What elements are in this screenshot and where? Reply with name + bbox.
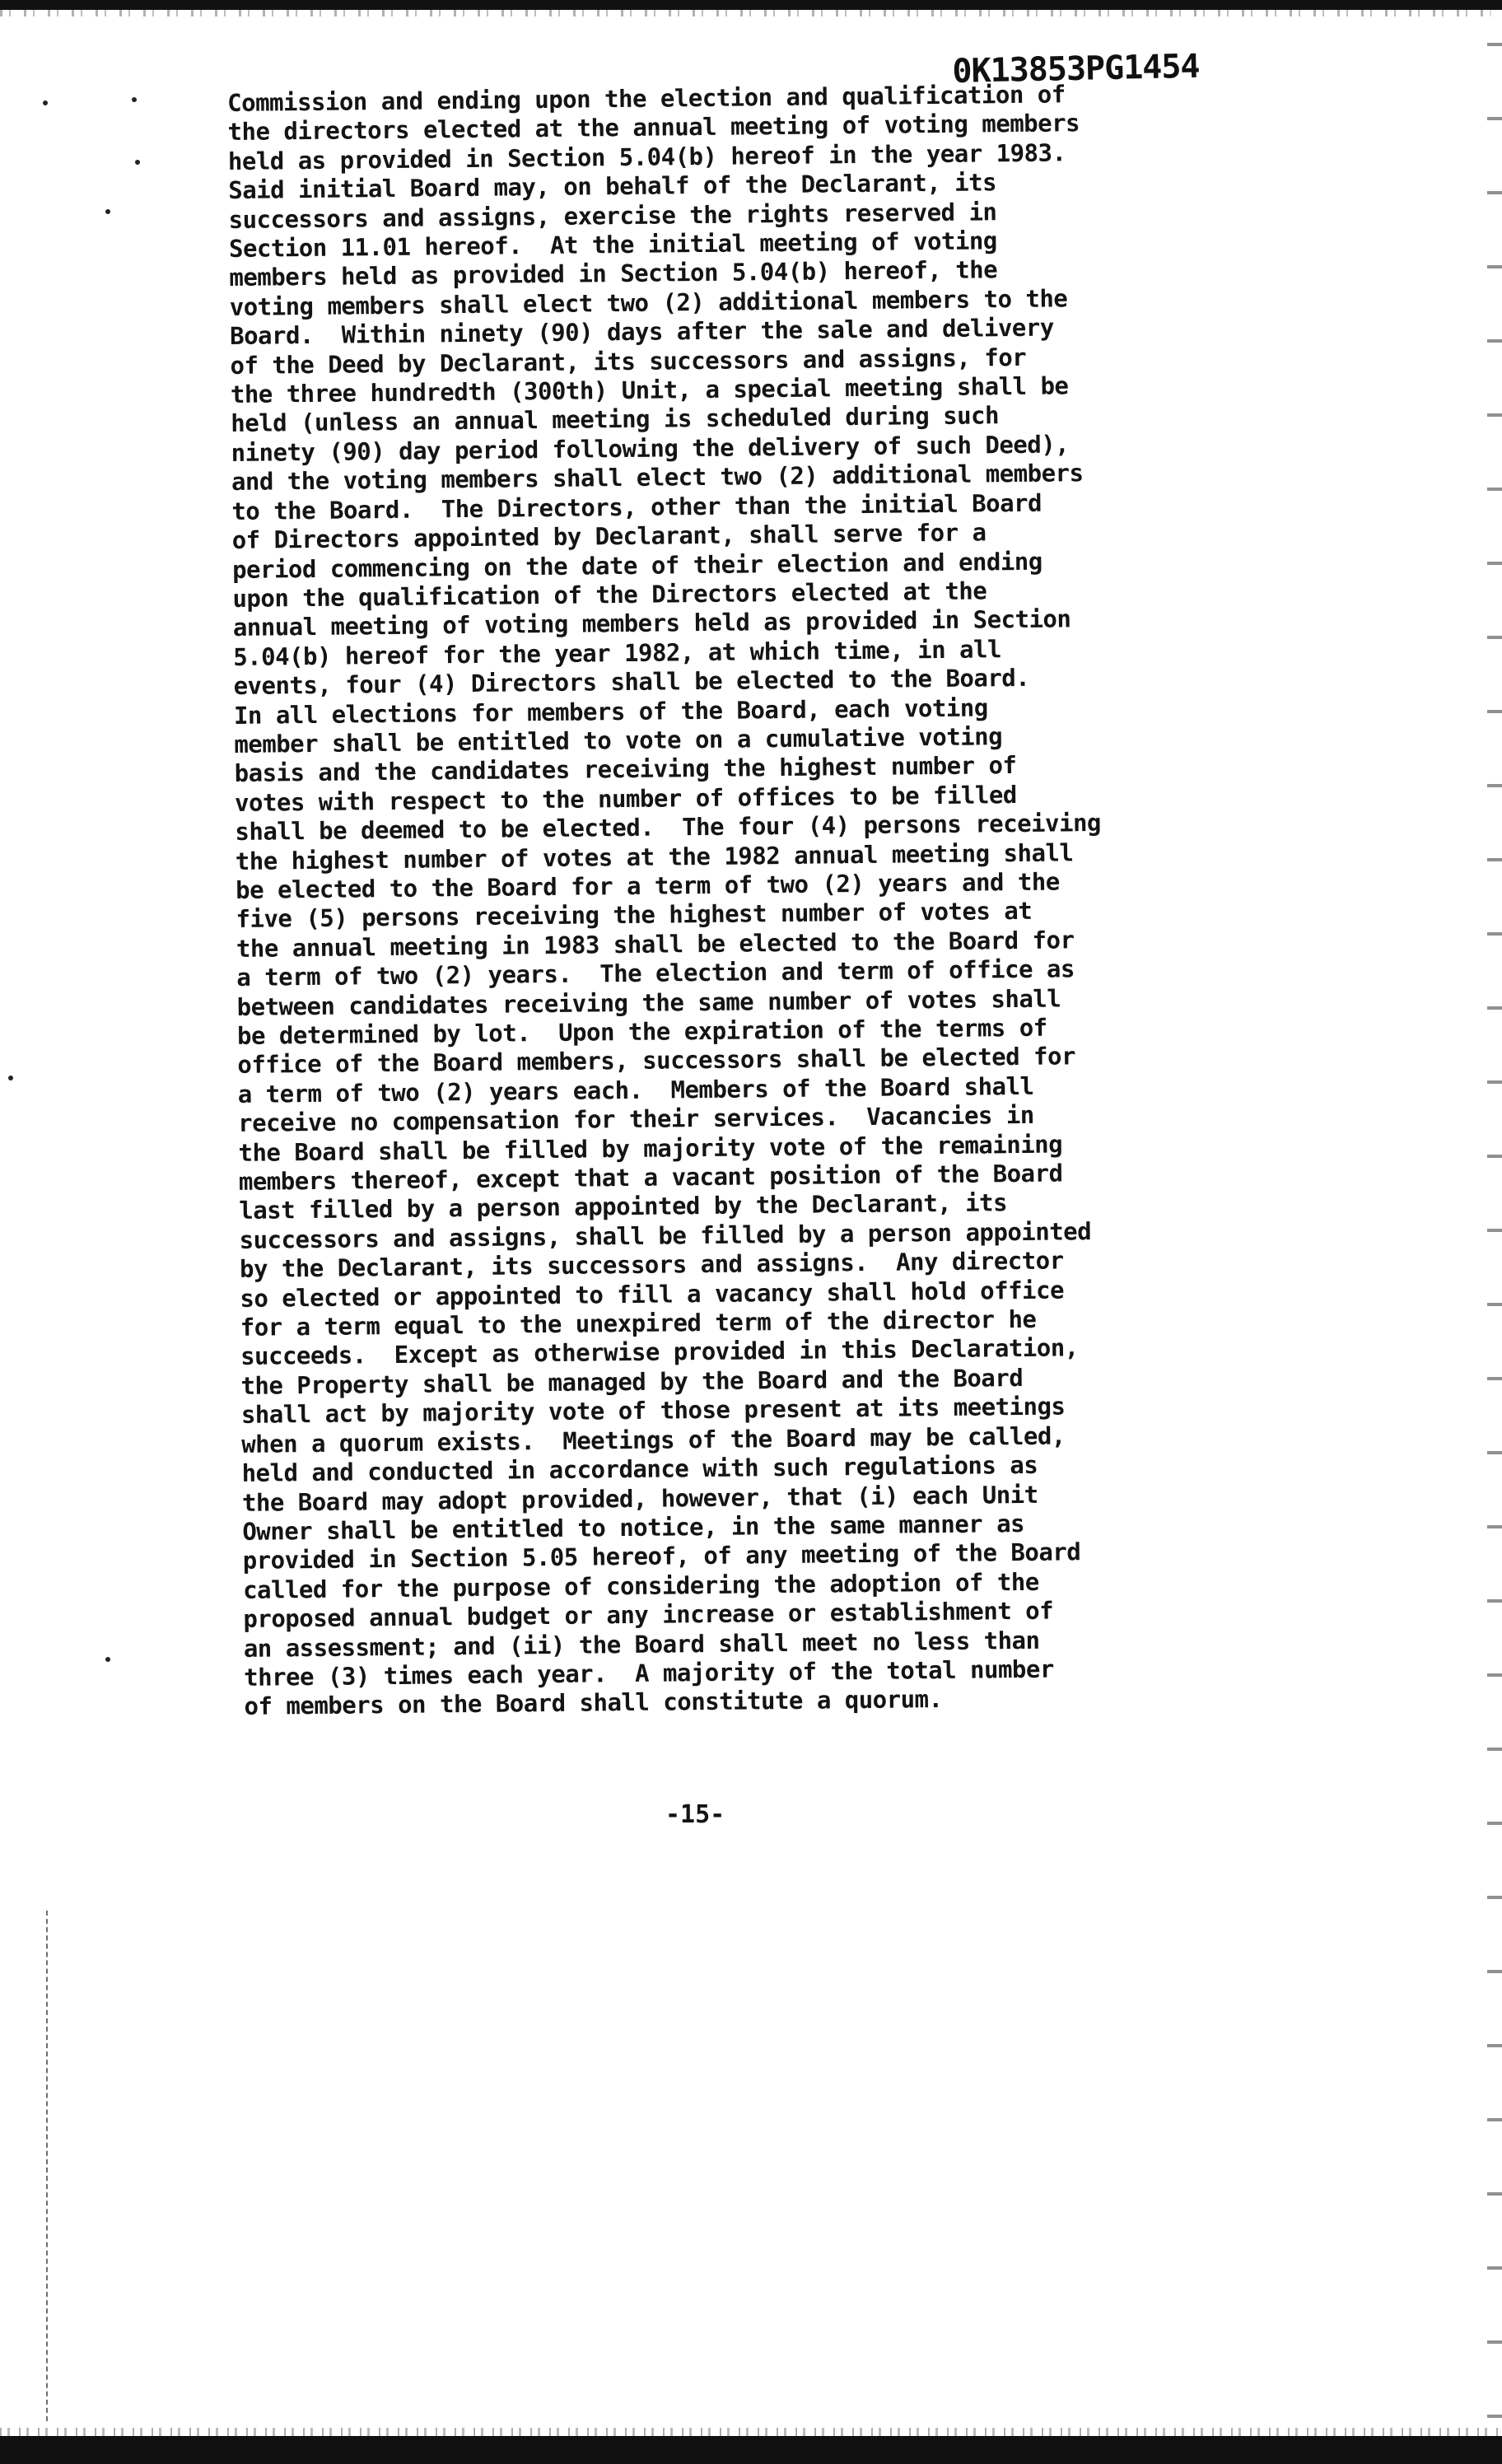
- body-line: for a term equal to the unexpired term of the director he: [240, 1304, 1037, 1342]
- body-line: a term of two (2) years each. Members of the Board shall: [237, 1071, 1034, 1108]
- body-line: members thereof, except that a vacant position of the Board: [238, 1159, 1063, 1196]
- body-line: Owner shall be entitled to notice, in the same manner as: [242, 1509, 1025, 1546]
- body-line: three (3) times each year. A majority of the total number: [244, 1654, 1054, 1692]
- body-line: to the Board. The Directors, other than the initial Board: [231, 488, 1043, 525]
- body-line: so elected or appointed to fill a vacancy shall hold office: [240, 1276, 1065, 1313]
- body-line: events, four (4) Directors shall be elected to the Board.: [233, 663, 1030, 701]
- body-line: when a quorum exists. Meetings of the Board may be called,: [241, 1421, 1066, 1458]
- body-line: members held as provided in Section 5.04(b) hereof, the: [229, 255, 998, 292]
- body-line: five (5) persons receiving the highest number of votes at: [236, 897, 1033, 934]
- body-line: 5.04(b) hereof for the year 1982, at which time, in all: [233, 634, 1002, 671]
- body-line: Said initial Board may, on behalf of the Declarant, its: [228, 168, 997, 205]
- scan-left-margin-marks: [46, 1911, 64, 2421]
- body-line: shall be deemed to be elected. The four (4) persons receiving: [235, 809, 1102, 847]
- body-line: the Property shall be managed by the Board and the Board: [240, 1363, 1024, 1400]
- scan-right-edge: [1487, 10, 1502, 2436]
- scan-speck: [8, 1076, 13, 1080]
- body-line: a term of two (2) years. The election and term of office as: [236, 954, 1075, 992]
- body-line: held as provided in Section 5.04(b) hereof in the year 1983.: [227, 138, 1066, 175]
- body-line: Commission and ending upon the election and qualification of: [227, 80, 1066, 117]
- body-line: by the Declarant, its successors and assigns. Any director: [239, 1246, 1064, 1284]
- body-line: upon the qualification of the Directors elected at the: [232, 576, 987, 613]
- body-line: successors and assigns, exercise the rights reserved in: [228, 197, 997, 234]
- body-line: last filled by a person appointed by the Declarant, its: [239, 1188, 1008, 1225]
- body-line: the Board shall be filled by majority vote of the remaining: [238, 1130, 1063, 1167]
- scan-bottom-border: [0, 2436, 1502, 2464]
- body-line: an assessment; and (ii) the Board shall meet no less than: [243, 1626, 1040, 1663]
- body-line: the directors elected at the annual meeting of voting members: [227, 109, 1080, 147]
- scan-speck: [105, 1657, 110, 1662]
- body-line: votes with respect to the number of offices to be filled: [234, 780, 1017, 817]
- scan-top-border: [0, 0, 1502, 10]
- body-line: of Directors appointed by Declarant, shall serve for a: [231, 518, 987, 555]
- body-line: successors and assigns, shall be filled by a person appointed: [239, 1216, 1092, 1254]
- scan-speck: [135, 160, 140, 165]
- body-line: between candidates receiving the same number of votes shall: [236, 984, 1061, 1021]
- body-line: the highest number of votes at the 1982 annual meeting shall: [235, 838, 1074, 875]
- body-line: called for the purpose of considering the adoption of the: [242, 1567, 1039, 1604]
- scan-speck: [132, 97, 137, 102]
- body-line: period commencing on the date of their election and ending: [231, 547, 1043, 584]
- scan-speck: [43, 100, 48, 105]
- body-line: the Board may adopt provided, however, that (i) each Unit: [241, 1480, 1038, 1517]
- page-number: -15-: [665, 1800, 725, 1829]
- body-line: of the Deed by Declarant, its successors and assigns, for: [230, 343, 1027, 380]
- body-line: member shall be entitled to vote on a cumulative voting: [234, 722, 1003, 758]
- body-line: of members on the Board shall constitute a quorum.: [244, 1685, 943, 1721]
- body-line: Section 11.01 hereof. At the initial meeting of voting: [228, 226, 997, 264]
- body-line: In all elections for members of the Board, each voting: [233, 693, 988, 730]
- body-line: the annual meeting in 1983 shall be elected to the Board for: [236, 926, 1075, 963]
- body-line: be determined by lot. Upon the expiration of the terms of: [236, 1013, 1047, 1050]
- body-line: shall act by majority vote of those present at its meetings: [240, 1392, 1066, 1430]
- body-line: Board. Within ninety (90) days after the sale and delivery: [229, 313, 1054, 351]
- body-line: be elected to the Board for a term of two (2) years and the: [236, 867, 1060, 904]
- body-line: voting members shall elect two (2) additional members to the: [229, 284, 1068, 321]
- body-line: the three hundredth (300th) Unit, a special meeting shall be: [230, 371, 1069, 409]
- body-line: succeeds. Except as otherwise provided in this Declaration,: [240, 1333, 1079, 1371]
- body-line: annual meeting of voting members held as provided in Section: [232, 604, 1071, 642]
- body-line: proposed annual budget or any increase or establishment of: [243, 1596, 1054, 1634]
- body-line: receive no compensation for their services. Vacancies in: [237, 1101, 1034, 1138]
- body-line: provided in Section 5.05 hereof, of any meeting of the Board: [242, 1538, 1081, 1575]
- document-stamp-number: 0K13853PG1454: [952, 47, 1200, 91]
- body-line: held (unless an annual meeting is scheduled during such: [231, 401, 1000, 438]
- body-line: office of the Board members, successors shall be elected for: [237, 1042, 1076, 1080]
- body-line: ninety (90) day period following the delivery of such Deed),: [231, 430, 1070, 467]
- body-line: and the voting members shall elect two (2) additional members: [231, 459, 1084, 497]
- scan-speck: [105, 209, 110, 214]
- body-line: basis and the candidates receiving the highest number of: [234, 751, 1017, 788]
- body-line: held and conducted in accordance with such regulations as: [241, 1450, 1038, 1488]
- document-body: [227, 77, 1364, 1722]
